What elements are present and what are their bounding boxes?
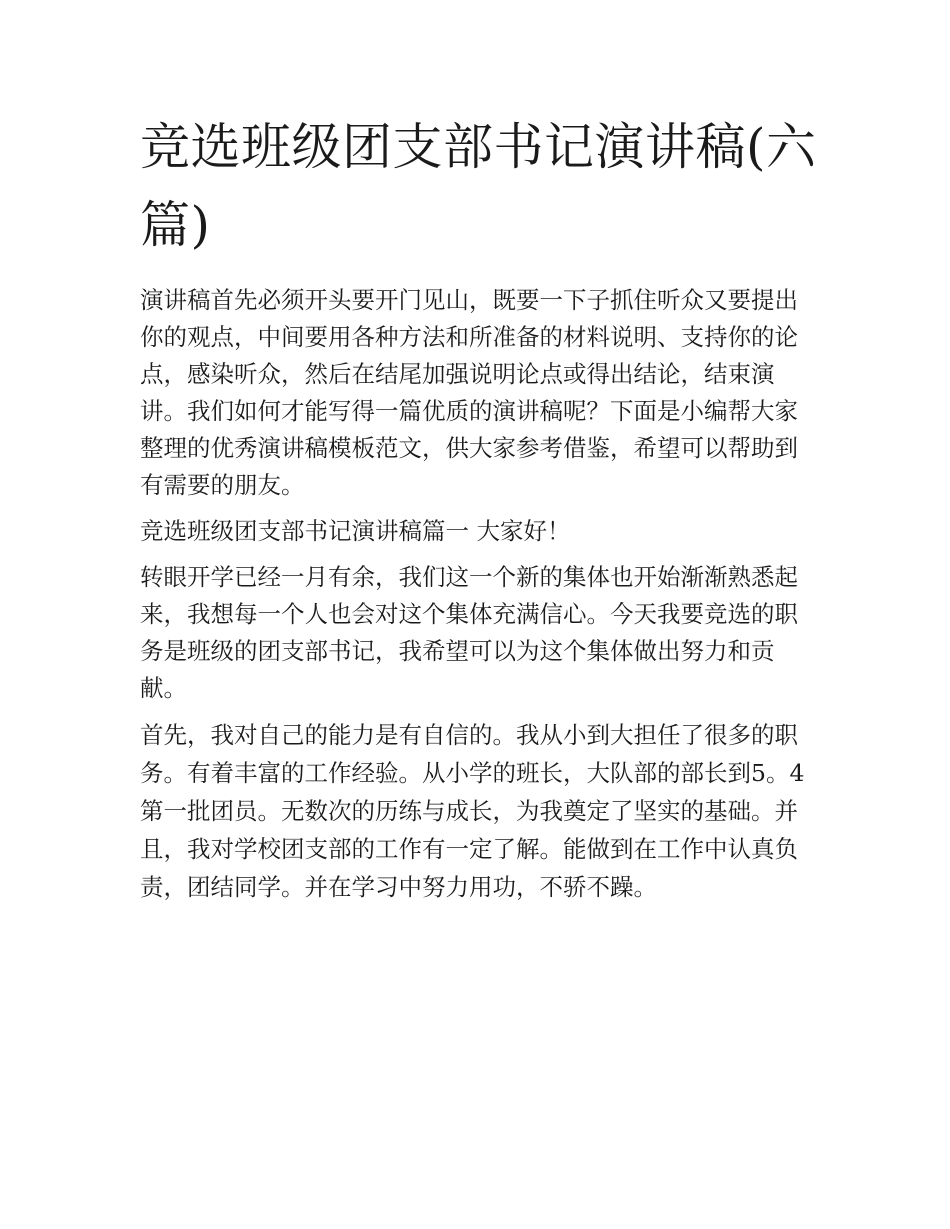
document-title: 竞选班级团支部书记演讲稿(六篇) [140, 118, 817, 254]
body-paragraph: 首先，我对自己的能力是有自信的。我从小到大担任了很多的职务。有着丰富的工作经验。从小学的班长，大队部的部长到5。4 第一批团员。无数次的历练与成长，为我奠定了坚实的基础。并且，我对学校团支部的工作有一定了解。能做到在工作中认真负责，团结同学。并在学习中努力用功，不骄不躁。 [140, 721, 805, 901]
body-paragraph: 转眼开学已经一月有余，我们这一个新的集体也开始渐渐熟悉起来，我想每一个人也会对这个集体充满信心。今天我要竞选的职务是班级的团支部书记，我希望可以为这个集体做出努力和贡献。 [140, 563, 798, 702]
document-body [140, 282, 812, 915]
section-heading-paragraph: 竞选班级团支部书记演讲稿篇一 大家好！ [140, 517, 571, 545]
intro-paragraph: 演讲稿首先必须开头要开门见山，既要一下子抓住听众又要提出你的观点，中间要用各种方法和所准备的材料说明、支持你的论点，感染听众，然后在结尾加强说明论点或得出结论，结束演讲。我们如何才能写得一篇优质的演讲稿呢？下面是小编帮大家整理的优秀演讲稿模板范文，供大家参考借鉴，希望可以帮助到有需要的朋友。 [140, 286, 798, 499]
